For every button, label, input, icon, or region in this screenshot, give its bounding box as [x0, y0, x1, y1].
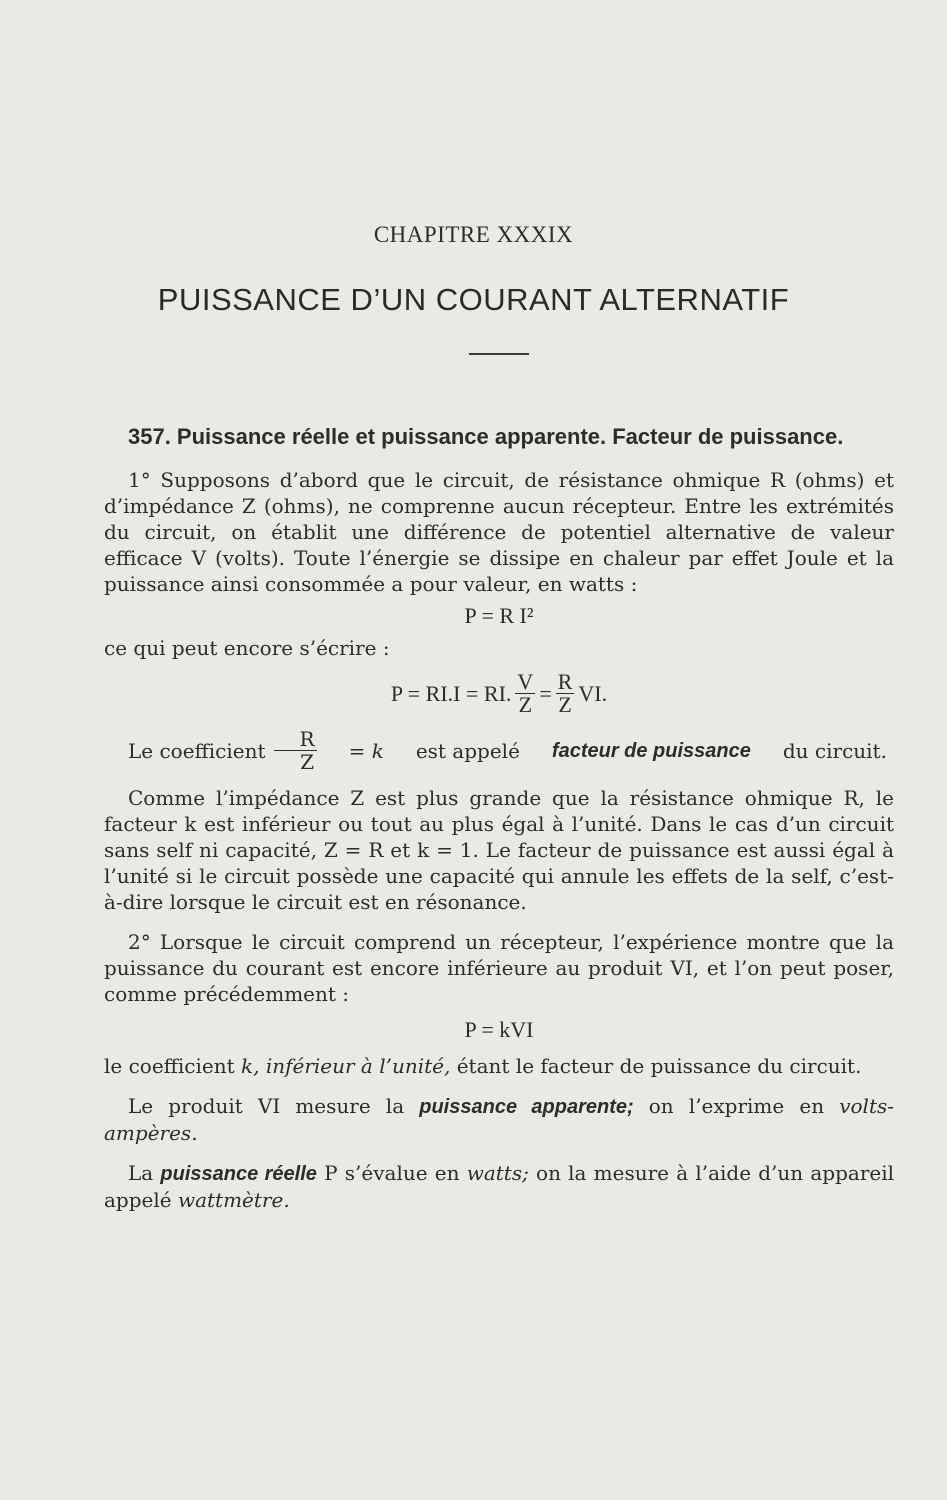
- p7-part-c: P s’évalue en: [324, 1161, 460, 1185]
- paragraph-7: [104, 1160, 894, 1213]
- p7-part-e: on la mesure à l’aide d’un appareil appelé: [104, 1161, 895, 1212]
- paragraph-1: 1° Supposons d’abord que le circuit, de résistance ohmique R (ohms) et d’impédance Z (ohms), ne comprenne aucun récepteur. Entre les extrémités du circuit, on établit une différence de potentiel alternative de valeur efficace V (volts). Toute l’énergie se dissipe en chaleur par effet Joule et la puissance ainsi consommée a pour valeur, en watts :: [104, 468, 894, 596]
- coef-equals-k: = k: [348, 738, 384, 763]
- paragraph-4: 2° Lorsque le circuit comprend un récepteur, l’expérience montre que la puissance du courant est encore inférieure au produit VI, et l’on peut poser, comme précédemment :: [104, 930, 894, 1006]
- fraction-numerator: R: [274, 728, 317, 751]
- equation-power-expansion: [104, 671, 894, 716]
- fraction-r-over-z-coef: [274, 728, 317, 773]
- equation-left: P = RI.I = RI.: [390, 680, 512, 706]
- paragraph-6: [104, 1093, 894, 1146]
- title-divider: [469, 353, 529, 355]
- page-body: [104, 424, 894, 1213]
- equation-equals: =: [539, 680, 552, 706]
- fraction-numerator: R: [557, 669, 573, 694]
- term-volt-amperes: volts-ampères.: [104, 1094, 894, 1145]
- chapter-title: PUISSANCE D’UN COURANT ALTERNATIF: [157, 282, 790, 317]
- fraction-numerator: V: [517, 669, 534, 694]
- formula-power-joule: P = R I²: [464, 603, 534, 628]
- term-watts: watts;: [466, 1161, 529, 1185]
- p7-part-a: La: [128, 1161, 154, 1185]
- p6-part-a: Le produit VI mesure la: [128, 1094, 405, 1118]
- p5-part-a: le coefficient: [104, 1054, 235, 1078]
- paragraph-3: Comme l’impédance Z est plus grande que la résistance ohmique R, le facteur k est inférieur ou tout au plus égal à l’unité. Dans le cas d’un circuit sans self ni capacité, Z = R et k = 1. Le facteur de puissance est aussi égal à l’unité si le circuit possède une capacité qui annule les effets de la self, c’est-à-dire lorsque le circuit est en résonance.: [104, 786, 894, 914]
- section-heading: 357. Puissance réelle et puissance apparente. Facteur de puissance.: [128, 424, 844, 449]
- fraction-denominator: Z: [300, 750, 314, 774]
- fraction-v-over-z: [515, 671, 535, 716]
- p5-part-b: k, inférieur à l’unité,: [240, 1054, 451, 1078]
- fraction-denominator: Z: [558, 692, 572, 717]
- formula-power-kvi: P = kVI: [464, 1017, 534, 1042]
- coef-prefix: Le coefficient: [128, 738, 266, 763]
- paragraph-5: [104, 1053, 894, 1079]
- term-wattmeter: wattmètre.: [177, 1188, 290, 1212]
- power-factor-definition: [104, 728, 894, 773]
- equation-right: VI.: [578, 680, 608, 706]
- p6-part-c: on l’exprime en: [648, 1094, 825, 1118]
- fraction-denominator: Z: [518, 692, 533, 717]
- term-power-factor: facteur de puissance: [551, 739, 751, 762]
- term-real-power: puissance réelle: [160, 1163, 317, 1185]
- coef-suffix: du circuit.: [782, 738, 887, 763]
- term-apparent-power: puissance apparente;: [419, 1096, 634, 1118]
- p5-part-c: étant le facteur de puissance du circuit.: [456, 1054, 862, 1078]
- chapter-number: CHAPITRE XXXIX: [373, 222, 574, 247]
- fraction-r-over-z: [556, 671, 575, 716]
- coef-mid: est appelé: [415, 738, 520, 763]
- paragraph-2: ce qui peut encore s’écrire :: [104, 636, 390, 660]
